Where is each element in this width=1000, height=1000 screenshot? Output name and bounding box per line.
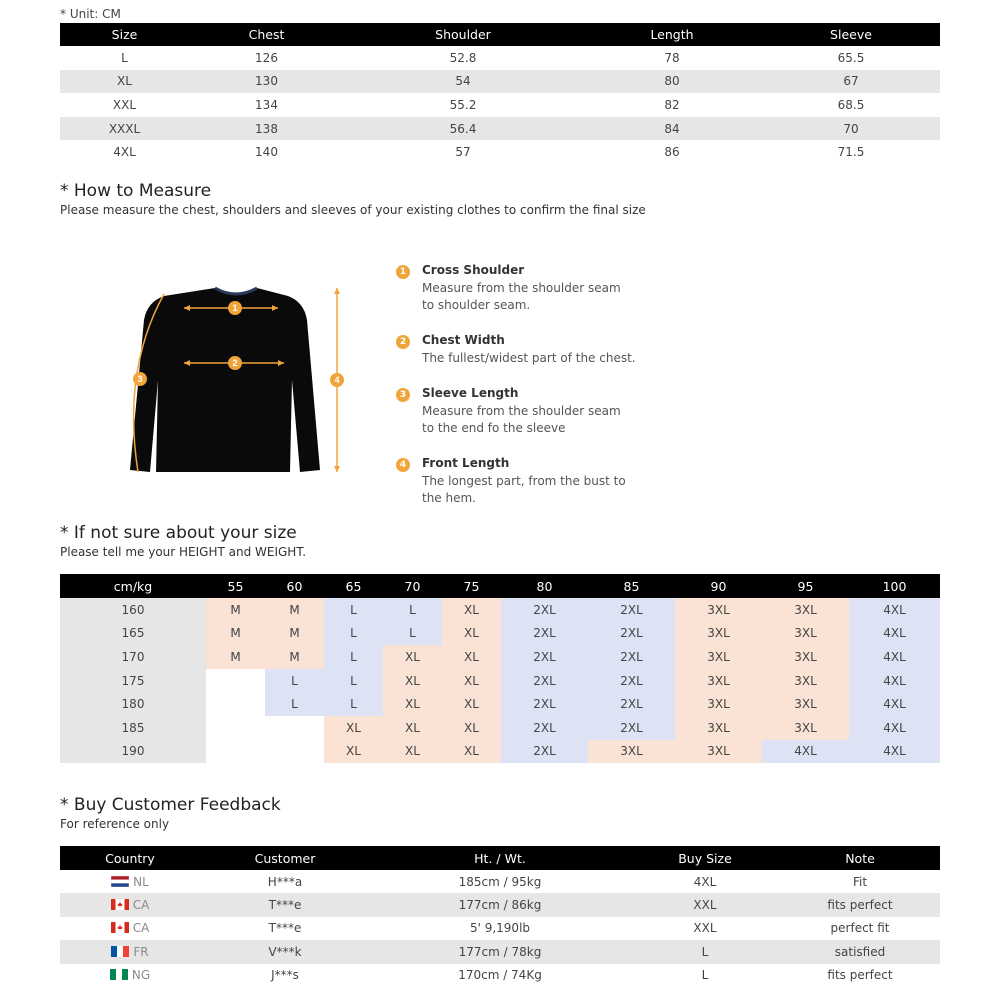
size-recommendation-cell: 3XL xyxy=(762,692,849,716)
sleeve-cell: 71.5 xyxy=(837,145,865,160)
size-recommendation-cell: 3XL xyxy=(675,645,762,669)
how-to-measure-subtitle: Please measure the chest, shoulders and sleeves of your existing clothes to confirm the final size xyxy=(60,203,646,217)
size-recommendation-cell xyxy=(206,716,265,740)
measure-item-desc: The fullest/widest part of the chest. xyxy=(422,351,636,365)
table-row xyxy=(60,870,940,893)
weight-header: 80 xyxy=(501,574,588,598)
note-cell: fits perfect xyxy=(780,893,940,916)
size-recommendation-cell: L xyxy=(324,692,383,716)
chest-header: Chest xyxy=(189,23,344,46)
sleeve-header: Sleeve xyxy=(762,23,940,46)
chest-cell: 130 xyxy=(189,70,344,94)
length-cell: 78 xyxy=(664,50,680,65)
size-recommendation-cell xyxy=(206,692,265,716)
buy-size-cell: L xyxy=(701,968,709,983)
table-row xyxy=(60,140,940,164)
size-recommendation-cell xyxy=(265,716,324,740)
measure-number-badge: 3 xyxy=(396,388,410,402)
length-cell: 80 xyxy=(582,70,762,94)
size-recommendation-cell: 2XL xyxy=(588,716,675,740)
height-cell: 185 xyxy=(60,716,206,740)
shoulder-header: Shoulder xyxy=(344,23,582,46)
customer-cell: J***s xyxy=(271,968,299,983)
size-recommendation-cell: 3XL xyxy=(762,645,849,669)
size-recommendation-cell: XL xyxy=(442,669,501,693)
ht-wt-cell: 177cm / 78kg xyxy=(370,940,630,963)
size-recommendation-cell: L xyxy=(324,645,383,669)
height-cell: 160 xyxy=(60,598,206,622)
size-recommendation-cell: 3XL xyxy=(675,598,762,622)
size-recommendation-cell: M xyxy=(206,598,265,622)
weight-header: 75 xyxy=(442,574,501,598)
measure-number-badge: 4 xyxy=(396,458,410,472)
size-recommendation-cell: 3XL xyxy=(675,692,762,716)
size-recommendation-cell: XL xyxy=(442,692,501,716)
shoulder-cell: 56.4 xyxy=(344,117,582,141)
table-row xyxy=(60,46,940,70)
size-recommendation-cell: 4XL xyxy=(849,740,940,764)
weight-header: 60 xyxy=(265,574,324,598)
size-cell: XXL xyxy=(112,97,137,112)
note-cell: Fit xyxy=(852,874,868,889)
size-recommendation-cell: XL xyxy=(383,692,442,716)
country-cell xyxy=(60,940,200,963)
measure-item-title: Chest Width xyxy=(422,333,505,347)
customer-cell: T***e xyxy=(268,921,302,936)
customer-cell: T***e xyxy=(200,893,370,916)
size-recommendation-cell: 3XL xyxy=(762,622,849,646)
measure-item-title: Sleeve Length xyxy=(422,386,519,400)
feedback-header xyxy=(60,846,940,870)
size-recommendation-cell xyxy=(206,669,265,693)
feedback-subtitle: For reference only xyxy=(60,817,170,831)
chest-cell: 138 xyxy=(189,117,344,141)
size-recommendation-cell: 2XL xyxy=(588,622,675,646)
size-recommendation-cell: XL xyxy=(442,716,501,740)
corner-header: cm/kg xyxy=(60,574,206,598)
size-recommendation-cell: 3XL xyxy=(675,669,762,693)
table-row xyxy=(60,669,940,693)
size-cell: XXXL xyxy=(60,117,189,141)
customer-header: Customer xyxy=(200,846,370,870)
measure-item-desc: Measure from the shoulder seam to shoulder seam. xyxy=(422,281,621,312)
size-recommendation-cell: 2XL xyxy=(501,692,588,716)
length-cell: 82 xyxy=(664,97,680,112)
shoulder-cell: 52.8 xyxy=(449,50,477,65)
length-header: Length xyxy=(582,23,762,46)
size-recommendation-cell: XL xyxy=(442,598,501,622)
size-recommendation-cell: 2XL xyxy=(588,645,675,669)
table-row xyxy=(60,645,940,669)
chest-cell: 140 xyxy=(255,145,278,160)
size-recommendation-cell xyxy=(206,740,265,764)
size-recommendation-cell: L xyxy=(265,669,324,693)
size-recommendation-cell: 2XL xyxy=(501,740,588,764)
size-recommendation-cell: XL xyxy=(324,740,383,764)
size-recommendation-cell: 3XL xyxy=(675,622,762,646)
sleeve-cell: 68.5 xyxy=(837,97,865,112)
size-cell: XL xyxy=(60,70,189,94)
svg-text:2: 2 xyxy=(232,358,238,368)
weight-header: 95 xyxy=(762,574,849,598)
weight-header: 55 xyxy=(206,574,265,598)
country-code: CA xyxy=(132,921,150,936)
country-code: NG xyxy=(131,968,151,983)
size-recommendation-cell: 2XL xyxy=(501,716,588,740)
buy-size-cell: XXL xyxy=(630,893,780,916)
table-row xyxy=(60,117,940,141)
size-recommendation-cell: M xyxy=(265,645,324,669)
table-row xyxy=(60,740,940,764)
size-recommendation-cell: L xyxy=(383,598,442,622)
shoulder-cell: 55.2 xyxy=(449,97,477,112)
size-recommendation-cell: XL xyxy=(324,716,383,740)
size-table xyxy=(60,23,940,164)
size-recommendation-cell: M xyxy=(265,622,324,646)
size-recommendation-cell: 2XL xyxy=(501,669,588,693)
weight-header: 65 xyxy=(324,574,383,598)
ca-flag-icon xyxy=(111,922,129,933)
size-recommendation-cell: 4XL xyxy=(849,669,940,693)
svg-text:4: 4 xyxy=(334,375,340,385)
size-recommendation-cell: L xyxy=(324,622,383,646)
size-recommendation-cell: 2XL xyxy=(588,692,675,716)
length-cell: 84 xyxy=(582,117,762,141)
size-advice-title: * If not sure about your size xyxy=(60,523,297,543)
buy-size-cell: L xyxy=(630,940,780,963)
size-recommendation-cell: 2XL xyxy=(501,622,588,646)
size-cell: 4XL xyxy=(113,145,136,160)
country-cell xyxy=(60,964,200,987)
size-recommendation-cell: XL xyxy=(442,622,501,646)
table-row xyxy=(60,93,940,117)
weight-header: 100 xyxy=(849,574,940,598)
note-cell: perfect fit xyxy=(830,921,890,936)
height-weight-header xyxy=(60,574,940,598)
size-recommendation-cell: 3XL xyxy=(762,716,849,740)
size-recommendation-cell: XL xyxy=(383,669,442,693)
size-recommendation-cell: XL xyxy=(383,740,442,764)
size-recommendation-cell: 4XL xyxy=(849,645,940,669)
table-row xyxy=(60,622,940,646)
unit-note: * Unit: CM xyxy=(60,7,121,21)
height-cell: 170 xyxy=(60,645,206,669)
nl-flag-icon xyxy=(111,876,129,887)
fr-flag-icon xyxy=(111,946,129,957)
size-recommendation-cell: L xyxy=(324,669,383,693)
height-cell: 165 xyxy=(60,622,206,646)
size-cell: L xyxy=(121,50,128,65)
weight-header: 90 xyxy=(675,574,762,598)
weight-header: 85 xyxy=(588,574,675,598)
size-recommendation-cell: 3XL xyxy=(762,598,849,622)
size-recommendation-cell: XL xyxy=(442,740,501,764)
size-recommendation-cell: 4XL xyxy=(762,740,849,764)
size-recommendation-cell: 2XL xyxy=(501,645,588,669)
size-recommendation-cell: 2XL xyxy=(588,669,675,693)
measure-item-title: Front Length xyxy=(422,456,510,470)
shoulder-cell: 57 xyxy=(455,145,471,160)
length-cell: 86 xyxy=(664,145,680,160)
measure-number-badge: 1 xyxy=(396,265,410,279)
size-recommendation-cell: 2XL xyxy=(588,598,675,622)
ht-wt-cell: 185cm / 95kg xyxy=(458,874,542,889)
size-recommendation-cell: 3XL xyxy=(762,669,849,693)
note-cell: fits perfect xyxy=(827,968,893,983)
customer-cell: V***k xyxy=(200,940,370,963)
size-recommendation-cell: M xyxy=(206,622,265,646)
chest-cell: 126 xyxy=(255,50,278,65)
ng-flag-icon xyxy=(110,969,128,980)
svg-text:1: 1 xyxy=(232,303,238,313)
country-cell xyxy=(60,893,200,916)
size-recommendation-cell: 4XL xyxy=(849,716,940,740)
ht-wt-cell: 170cm / 74Kg xyxy=(458,968,542,983)
measure-item-desc: Measure from the shoulder seam to the end fo the sleeve xyxy=(422,404,621,435)
ht-wt-cell: 5' 9,190lb xyxy=(469,921,531,936)
country-code: NL xyxy=(133,874,149,889)
country-cell xyxy=(60,870,200,893)
feedback-title: * Buy Customer Feedback xyxy=(60,795,281,815)
size-recommendation-cell: 4XL xyxy=(849,692,940,716)
feedback-table xyxy=(60,846,940,987)
size-recommendation-cell: L xyxy=(383,622,442,646)
measure-item-title: Cross Shoulder xyxy=(422,263,525,277)
ca-flag-icon xyxy=(111,899,129,910)
note-cell: satisfied xyxy=(780,940,940,963)
shirt-measure-diagram xyxy=(120,280,360,480)
size-recommendation-cell: 3XL xyxy=(675,716,762,740)
table-row xyxy=(60,70,940,94)
ht-wt-header: Ht. / Wt. xyxy=(370,846,630,870)
size-recommendation-cell: 3XL xyxy=(588,740,675,764)
height-cell: 190 xyxy=(60,740,206,764)
table-row xyxy=(60,692,940,716)
svg-text:3: 3 xyxy=(137,374,143,384)
sleeve-cell: 67 xyxy=(762,70,940,94)
sleeve-cell: 70 xyxy=(762,117,940,141)
chest-cell: 134 xyxy=(255,97,278,112)
height-cell: 175 xyxy=(60,669,206,693)
country-cell xyxy=(60,917,200,940)
size-recommendation-cell: 4XL xyxy=(849,622,940,646)
sleeve-cell: 65.5 xyxy=(837,50,865,65)
size-recommendation-cell: XL xyxy=(383,716,442,740)
how-to-measure-title: * How to Measure xyxy=(60,181,212,201)
size-advice-subtitle: Please tell me your HEIGHT and WEIGHT. xyxy=(60,545,307,559)
shirt-icon xyxy=(130,288,320,472)
size-recommendation-cell: XL xyxy=(383,645,442,669)
buy-size-header: Buy Size xyxy=(630,846,780,870)
table-row xyxy=(60,893,940,916)
size-recommendation-cell: XL xyxy=(442,645,501,669)
height-cell: 180 xyxy=(60,692,206,716)
buy-size-cell: XXL xyxy=(693,921,717,936)
measure-item-desc: The longest part, from the bust to the hem. xyxy=(422,474,626,505)
height-weight-table xyxy=(60,574,940,763)
table-row xyxy=(60,964,940,987)
buy-size-cell: 4XL xyxy=(693,874,717,889)
table-row xyxy=(60,716,940,740)
size-recommendation-cell xyxy=(265,740,324,764)
size-recommendation-cell: L xyxy=(324,598,383,622)
country-header: Country xyxy=(60,846,200,870)
size-recommendation-cell: 3XL xyxy=(675,740,762,764)
shoulder-cell: 54 xyxy=(344,70,582,94)
size-recommendation-cell: M xyxy=(265,598,324,622)
note-header: Note xyxy=(780,846,940,870)
measure-number-badge: 2 xyxy=(396,335,410,349)
size-recommendation-cell: M xyxy=(206,645,265,669)
weight-header: 70 xyxy=(383,574,442,598)
table-row xyxy=(60,598,940,622)
size-recommendation-cell: 4XL xyxy=(849,598,940,622)
table-row xyxy=(60,940,940,963)
size-header: Size xyxy=(60,23,189,46)
country-code: CA xyxy=(132,898,150,913)
country-code: FR xyxy=(133,944,149,959)
ht-wt-cell: 177cm / 86kg xyxy=(370,893,630,916)
size-recommendation-cell: L xyxy=(265,692,324,716)
size-table-header xyxy=(60,23,940,46)
customer-cell: H***a xyxy=(267,874,303,889)
table-row xyxy=(60,917,940,940)
size-recommendation-cell: 2XL xyxy=(501,598,588,622)
